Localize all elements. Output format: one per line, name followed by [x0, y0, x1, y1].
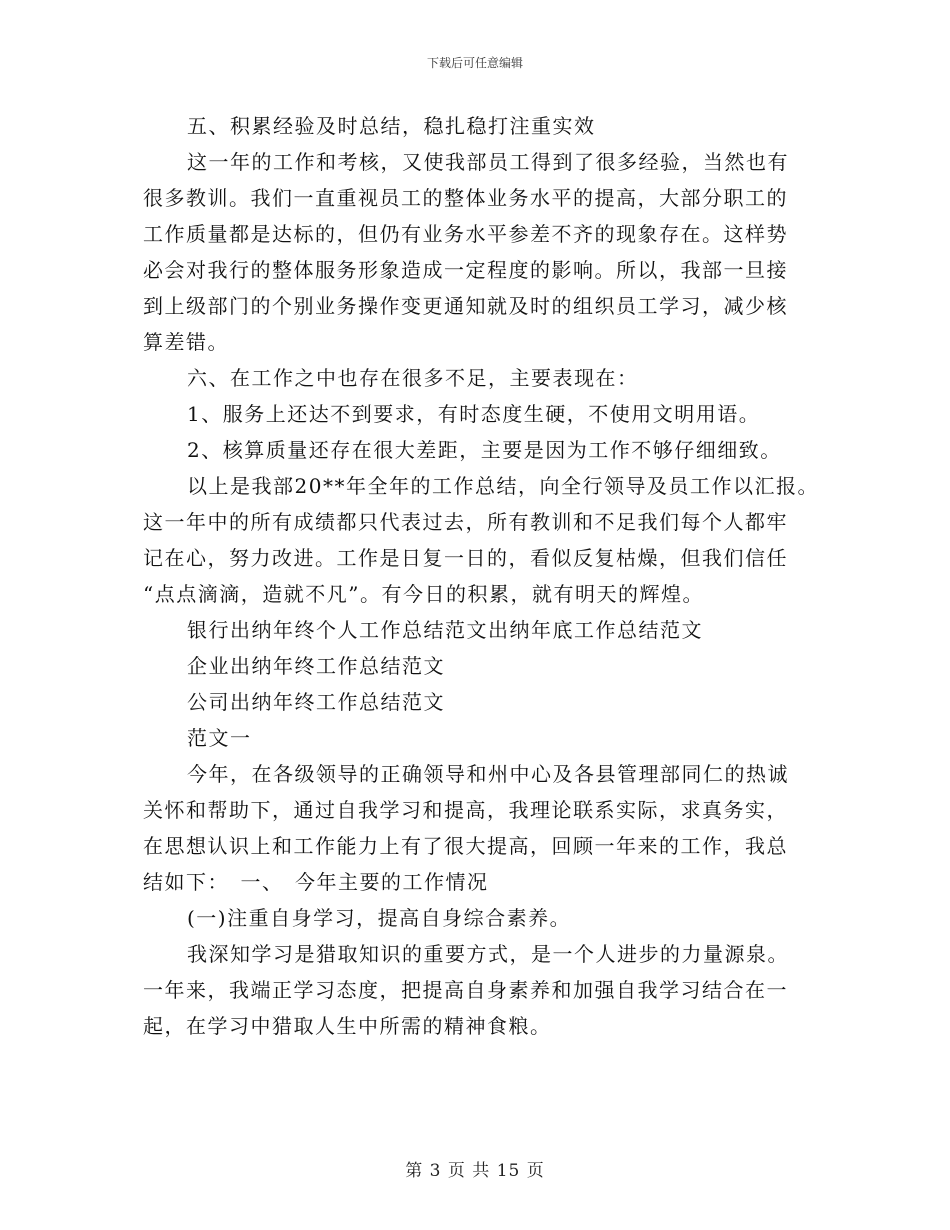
- paragraph-line: 企业出纳年终工作总结范文: [187, 654, 445, 678]
- paragraph-line: 银行出纳年终个人工作总结范文出纳年底工作总结范文: [187, 618, 703, 642]
- paragraph-line: 2、核算质量还存在很大差距，主要是因为工作不够仔细细致。: [187, 438, 782, 462]
- paragraph-line: (一)注重自身学习，提高自身综合素养。: [187, 906, 572, 930]
- paragraph-line: 这一年的工作和考核，又使我部员工得到了很多经验，当然也有: [187, 150, 789, 174]
- paragraph-line: 起，在学习中猎取人生中所需的精神食粮。: [143, 1014, 552, 1038]
- paragraph-line: 很多教训。我们一直重视员工的整体业务水平的提高，大部分职工的: [143, 186, 788, 210]
- paragraph-line: 今年，在各级领导的正确领导和州中心及各县管理部同仁的热诚: [187, 762, 789, 786]
- paragraph-line: 公司出纳年终工作总结范文: [187, 690, 445, 714]
- paragraph-line: 必会对我行的整体服务形象造成一定程度的影响。所以，我部一旦接: [143, 258, 788, 282]
- paragraph-line: 范文一: [187, 726, 252, 750]
- paragraph-line: 这一年中的所有成绩都只代表过去，所有教训和不足我们每个人都牢: [143, 510, 788, 534]
- paragraph-line: 五、积累经验及时总结，稳扎稳打注重实效: [187, 114, 596, 138]
- paragraph-line: 以上是我部20**年全年的工作总结，向全行领导及员工作以汇报。: [187, 474, 819, 498]
- paragraph-line: 关怀和帮助下，通过自我学习和提高，我理论联系实际，求真务实，: [143, 798, 788, 822]
- paragraph-line: 一年来，我端正学习态度，把提高自身素养和加强自我学习结合在一: [143, 978, 788, 1002]
- paragraph-line: 1、服务上还达不到要求，有时态度生硬，不使用文明用语。: [187, 402, 761, 426]
- page-number: 第 3 页 共 15 页: [405, 1161, 545, 1181]
- paragraph-line: 结如下： 一、 今年主要的工作情况: [143, 870, 489, 894]
- paragraph-line: 我深知学习是猎取知识的重要方式，是一个人进步的力量源泉。: [187, 942, 789, 966]
- paragraph-line: 在思想认识上和工作能力上有了很大提高，回顾一年来的工作，我总: [143, 834, 788, 858]
- document-body: [143, 108, 823, 1044]
- paragraph-line: 到上级部门的个别业务操作变更通知就及时的组织员工学习，减少核: [143, 294, 788, 318]
- paragraph-line: 算差错。: [143, 330, 229, 354]
- paragraph-line: “点点滴滴，造就不凡”。有今日的积累，就有明天的辉煌。: [143, 582, 704, 606]
- header-note: 下载后可任意编辑: [426, 56, 523, 70]
- paragraph-line: 六、在工作之中也存在很多不足，主要表现在：: [187, 366, 639, 390]
- paragraph-line: 记在心，努力改进。工作是日复一日的，看似反复枯燥，但我们信任: [143, 546, 788, 570]
- paragraph-line: 工作质量都是达标的，但仍有业务水平参差不齐的现象存在。这样势: [143, 222, 788, 246]
